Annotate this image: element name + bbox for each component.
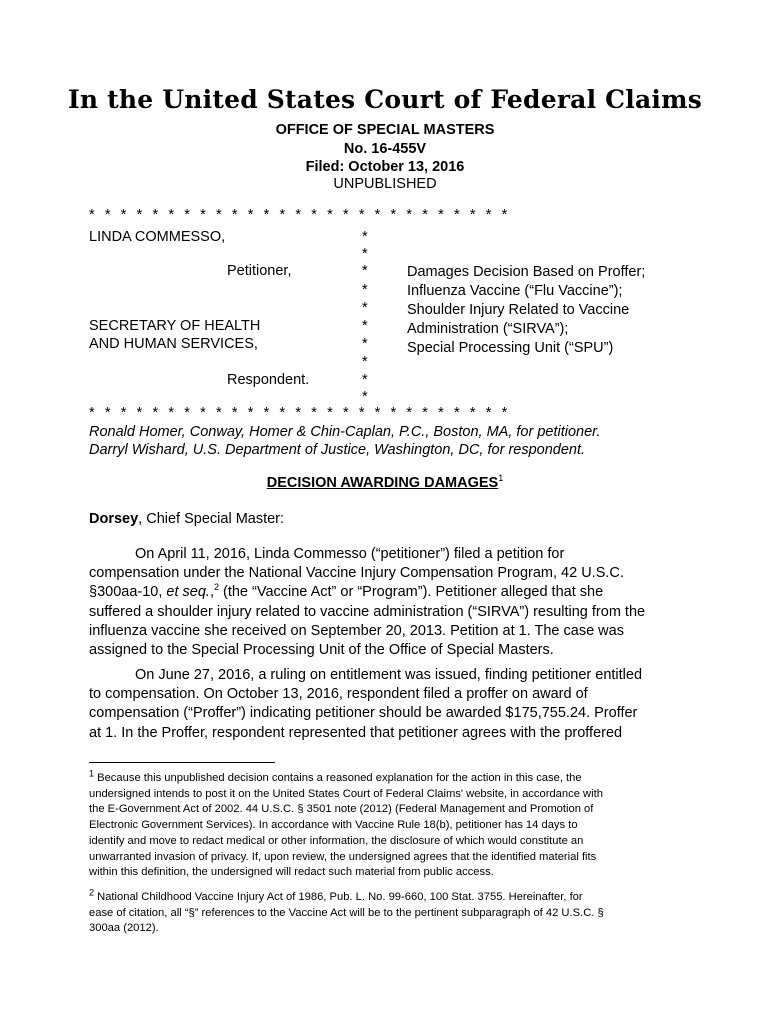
author-title: , Chief Special Master: xyxy=(138,511,285,527)
case-topic: Damages Decision Based on Proffer; xyxy=(407,264,646,280)
paragraph-line: compensation under the National Vaccine Injury Compensation Program, 42 U.S.C. xyxy=(89,565,624,582)
case-number: No. 16-455V xyxy=(343,141,427,157)
citation-italic: et seq. xyxy=(166,584,210,601)
decision-heading xyxy=(0,475,770,491)
footnote-text: Because this unpublished decision contains a reasoned explanation for the action in this case, the xyxy=(94,772,582,784)
caption-star: * xyxy=(362,282,368,298)
footnote-line xyxy=(89,768,689,787)
respondent-counsel: Darryl Wishard, U.S. Department of Justice, Washington, DC, for respondent. xyxy=(89,442,586,458)
footnote-line xyxy=(89,887,689,906)
citation-rest: (the “Vaccine Act” or “Program”). Petitioner alleged that she xyxy=(218,584,604,601)
case-topic: Influenza Vaccine (“Flu Vaccine”); xyxy=(407,283,623,299)
office-heading: OFFICE OF SPECIAL MASTERS xyxy=(275,122,495,138)
footnote-line: 300aa (2012). xyxy=(89,922,159,935)
caption-star: * xyxy=(362,318,368,334)
footnote-line: unwarranted invasion of privacy. If, upon review, the undersigned agrees that the identified material fits xyxy=(89,850,597,863)
citation-comma: , xyxy=(209,584,214,601)
caption-star: * xyxy=(362,300,368,316)
paragraph-line: assigned to the Special Processing Unit of the Office of Special Masters. xyxy=(89,642,554,659)
petitioner-counsel: Ronald Homer, Conway, Homer & Chin-Caplan, P.C., Boston, MA, for petitioner. xyxy=(89,424,601,440)
author-name: Dorsey xyxy=(89,511,139,527)
footnote-line: within this definition, the undersigned will redact such material from public access. xyxy=(89,866,494,879)
footnote-line: ease of citation, all “§” references to the Vaccine Act will be to the pertinent subparagraph of 42 U.S.C. § xyxy=(89,906,604,919)
caption-star: * xyxy=(362,336,368,352)
caption-star-row-top: * * * * * * * * * * * * * * * * * * * * * * * * * * * xyxy=(89,207,511,223)
footnote-text: National Childhood Vaccine Injury Act of 1986, Pub. L. No. 99-660, 100 Stat. 3755. Hereinafter, for xyxy=(94,891,583,903)
paragraph-line: influenza vaccine she received on September 20, 2013. Petition at 1. The case was xyxy=(89,622,624,639)
paragraph-line: On April 11, 2016, Linda Commesso (“petitioner”) filed a petition for xyxy=(135,546,565,562)
case-topics xyxy=(407,263,645,358)
footnote-ref-1: 1 xyxy=(498,473,504,484)
filed-date: Filed: October 13, 2016 xyxy=(305,159,465,175)
caption-star: * xyxy=(362,372,368,388)
footnote-line: Electronic Government Services). In accordance with Vaccine Rule 18(b), petitioner has 14 days to xyxy=(89,819,578,832)
footnote-number: 1 xyxy=(89,768,95,779)
decision-heading-text: DECISION AWARDING DAMAGES xyxy=(266,475,499,491)
footnote-2 xyxy=(89,887,689,937)
publication-status: UNPUBLISHED xyxy=(333,176,437,192)
paragraph-line xyxy=(89,583,689,602)
paragraph-line: to compensation. On October 13, 2016, respondent filed a proffer on award of xyxy=(89,686,588,703)
respondent-role: Respondent. xyxy=(227,372,310,388)
paragraph-1 xyxy=(89,545,689,660)
petitioner-name: LINDA COMMESSO, xyxy=(89,229,226,245)
paragraph-line: On June 27, 2016, a ruling on entitlement was issued, finding petitioner entitled xyxy=(135,667,643,683)
caption-star-row-bottom: * * * * * * * * * * * * * * * * * * * * * * * * * * * xyxy=(89,405,511,421)
case-topic: Special Processing Unit (“SPU”) xyxy=(407,340,614,356)
respondent-name-line1: SECRETARY OF HEALTH xyxy=(89,318,261,334)
caption-star: * xyxy=(362,389,368,405)
respondent-name-line2: AND HUMAN SERVICES, xyxy=(89,336,258,352)
footnote-line: identify and move to redact medical or other information, the disclosure of which would constitute an xyxy=(89,834,584,847)
footnote-line: undersigned intends to post it on the United States Court of Federal Claims' website, in accordance with xyxy=(89,787,603,800)
court-title: In the United States Court of Federal Claims xyxy=(67,85,703,114)
case-topic: Shoulder Injury Related to Vaccine xyxy=(407,302,630,318)
footnote-1 xyxy=(89,768,689,881)
footnote-line: the E-Government Act of 2002. 44 U.S.C. § 3501 note (2012) (Federal Management and Promotion of xyxy=(89,803,594,816)
paragraph-2 xyxy=(89,666,689,743)
footnote-divider xyxy=(89,762,275,763)
footnote-number: 2 xyxy=(89,887,95,898)
footnote-ref-2: 2 xyxy=(213,582,219,593)
caption-star: * xyxy=(362,229,368,245)
caption-star: * xyxy=(362,246,368,262)
citation-text: §300aa-10, xyxy=(89,584,167,601)
paragraph-line: suffered a shoulder injury related to vaccine administration (“SIRVA”) resulting from the xyxy=(89,603,646,620)
author-line xyxy=(89,511,284,527)
paragraph-line: compensation (“Proffer”) indicating petitioner should be awarded $175,755.24. Proffer xyxy=(89,705,638,722)
petitioner-role: Petitioner, xyxy=(227,263,292,279)
paragraph-line: at 1. In the Proffer, respondent represented that petitioner agrees with the proffered xyxy=(89,724,623,741)
case-topic: Administration (“SIRVA”); xyxy=(407,321,569,337)
caption-star: * xyxy=(362,263,368,279)
caption-star: * xyxy=(362,354,368,370)
